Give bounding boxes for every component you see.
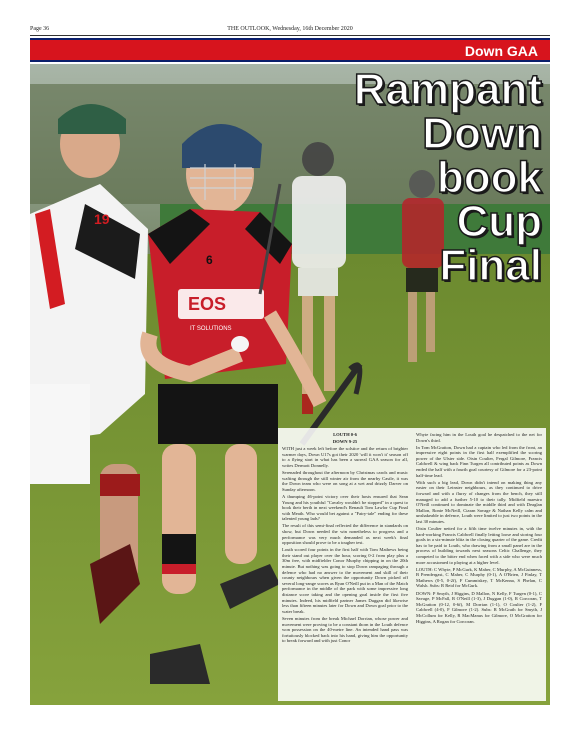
jersey-sponsor-sub: IT SOLUTIONS <box>190 326 232 332</box>
article-paragraph: Louth scored four points in the first half with Tom Mathews being their stand out player over the hour, scoring 0-2 from play plus a 30m free, with midfielder Conor Murphy chipping in on the 20th minute. But nothing was going to stop Down rampaging through a defence who had no answer to the movement and skill of their county neighbours when given the opportunity Down picked off several long-range scores as Ryan O'Neill put in a Man of the Match performance in the middle of the park with some impressive long distance score taking and the opening goal inside the first five minutes. Indeed, his midfield partner James Duggan did likewise less than fifteen minutes later for Down and Down goal prior to the water break. <box>282 547 408 614</box>
louth-jersey-number: 19 <box>94 211 110 227</box>
article-paragraph: Oisin Coulter netted for a fifth time twelve minutes in, with the hard-working Francis Caldwell finally letting loose and storing four goals in a six-minute blitz in the closing quarter of the game. Credit has to be paid to Louth, who drawing from a small panel are in the process of building towards next seasons Celtic Challenge, they competed to the bitter end when faced with a side who were much more accustomed to playing at a higher level. <box>416 526 542 565</box>
score-down: DOWN 9-25 <box>332 439 358 445</box>
page-number: Page 36 <box>30 26 50 32</box>
score-louth: LOUTH 0-6 <box>333 432 357 437</box>
article-paragraph: A thumping 46-point victory over their hosts ensured that Sean Young and his youthful "Cavalry wouldn't be stopped" in a quest to book their berth in next weekend's Renault Tom Lawlor Cup Final with Meath. Who would bet against a "Fairy-tale" ending for these talented young lads? <box>282 493 408 522</box>
masthead: THE OUTLOOK, Wednesday, 16th December 2020 <box>227 26 353 32</box>
headline <box>353 65 542 290</box>
article-paragraph: Serenaded throughout the afternoon by Christmas carols and music wafting through the still winter air from the nearby Castle, it was the Down team who were on song at a wet and drizzly Darver on Sunday afternoon. <box>282 470 408 492</box>
article-paragraph: With such a big lead, Down didn't intend on making thing any easier on their Leinster neighbours, as they continued to drive forward and with a flurry of changes from the bench, they still managed to add a further 5-10 to their tally. Midfield maestro O'Neill continued to dominate the middle third and with Deaglan Mallon, Ronie McNeill, Ciaran Savage & Nathan Kelly calm and unshakeable in defence, Louth were limited to just two points in the last 30 minutes. <box>416 479 542 524</box>
article-paragraph: Seven minutes from the break Michael Dorrian, whose power and movement were proving to be a constant thorn in the Louth defence won possession on the 40-metre line. An intended hand pass was fortuitously blocked back into his hand, giving him the opportunity to break forward and with just Conor <box>282 615 408 644</box>
section-banner <box>30 38 550 62</box>
section-title: Down GAA <box>464 43 538 59</box>
jersey-sponsor: EOS <box>188 294 227 314</box>
article-body <box>278 428 546 701</box>
headline-line-3: book <box>436 153 542 202</box>
team-down: DOWN: P Smyth, J Higgins, D Mallon, N Kelly, F Turgen (0-1), C Savage, P McFall, R O'Neill (1-3), J Duggan (1-0), R Corcoran, T McGratton (0-12, 0-6f), M Dorrian (1-1), O Coulter (1-2), F Caldwell (4-0), F Gilmore (1-2). Subs: R McGrath for Smyth, J McCollum for Kelly, R MacManus for Gilmore, O McGratton for Higgins, A Rogan for Corcoran. <box>416 590 542 624</box>
article-paragraph: In Tom McGratton, Down had a captain who led from the front, an impressive eight points in the first half exemplified the scoring power of the Ulster side. Oisin Coulter, Fergal Gilmore, Francis Caldwell & wing back Finn Turgen all contributed points as Down ended the half with a fourth goal courtesy of Gilmore for a 23-point half-time lead. <box>416 444 542 478</box>
article-paragraph: Whyte facing him in the Louth goal he despatched to the net for Down's third. <box>416 432 542 443</box>
page-header <box>30 26 550 38</box>
headline-line-5: Final <box>439 241 542 290</box>
article-paragraph: WITH just a week left before the solstice and the return of brighter warmer days, Down U17s got their 2020 'will it won't it' season off to a flying start in what has been a surreal GAA season for all, writes Dermott Donnelly. <box>282 446 408 468</box>
team-louth: LOUTH: C Whyte, P McGurk, K Maher, C Murphy, A McGuinness, B Prendergast, C Maher, C Murphy (0-1), A O'Brien, J Finlay, T Mathews (0-5, 0-2f), F Cummiskey, T McKenna, S Phelan, C Walsh. Subs: R Reid for McGurk. <box>416 566 542 589</box>
article-column-2 <box>416 432 542 626</box>
headline-line-2: Down <box>422 109 542 158</box>
header-rule <box>30 35 550 36</box>
headline-line-1: Rampant <box>353 65 542 114</box>
article-column-1 <box>282 432 408 645</box>
headline-line-4: Cup <box>456 197 542 246</box>
article-paragraph: The result of this semi-final reflected the difference in standards on show, but Down needed the win nonetheless to progress and a performance was very much demanded as next week's final opposition should prove to be a tougher test. <box>282 523 408 546</box>
down-jersey-number: 6 <box>206 253 213 267</box>
